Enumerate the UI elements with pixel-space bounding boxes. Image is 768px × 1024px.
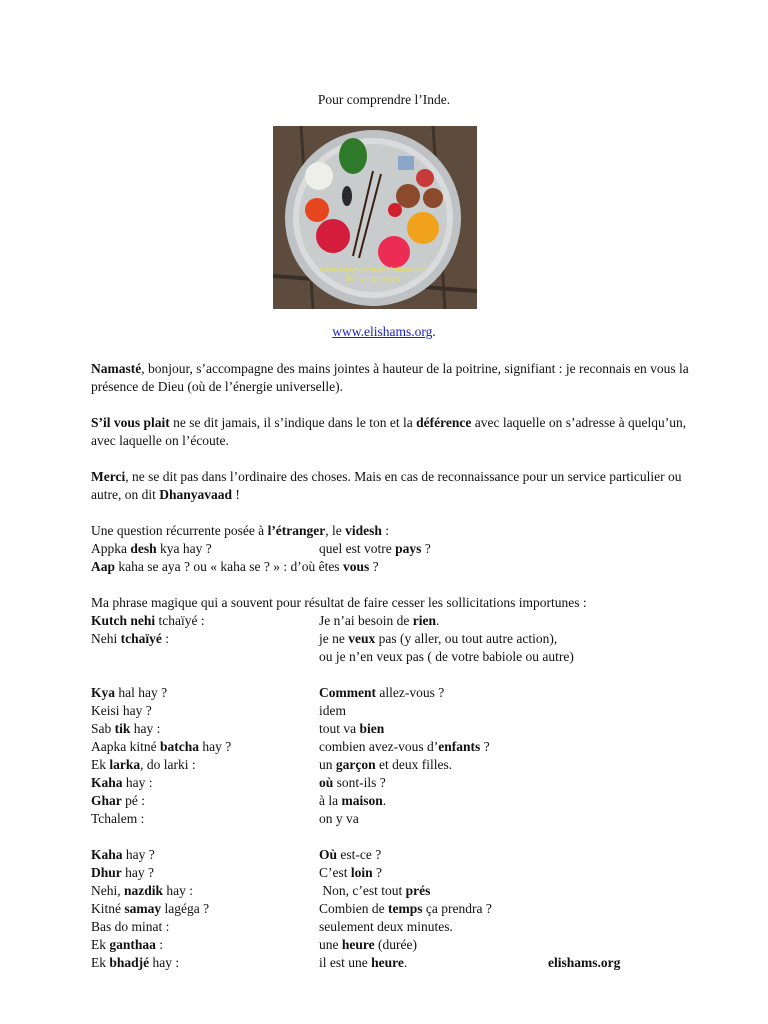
- hindi-phrase: Kya hal hay ?: [91, 685, 168, 700]
- phrase-row: [91, 774, 691, 792]
- term-deference: déférence: [416, 415, 472, 430]
- phrase-row: [91, 648, 691, 666]
- phrase-row: [91, 954, 691, 972]
- photo-caption-2: Do not reproduce: [345, 276, 401, 283]
- phrase-row: [91, 936, 691, 954]
- phrase-row: [91, 792, 691, 810]
- french-translation: C’est loin ?: [319, 865, 383, 880]
- phrase-row: [91, 846, 691, 864]
- french-translation: à la maison.: [319, 793, 387, 808]
- website-link-trail: .: [432, 324, 436, 339]
- french-translation: Comment allez-vous ?: [319, 685, 445, 700]
- paragraph-text: Une question récurrente posée à: [91, 523, 268, 538]
- hindi-phrase: Kaha hay ?: [91, 847, 155, 862]
- french-translation: Je n’ai besoin de rien.: [319, 613, 440, 628]
- french-translation: Où est-ce ?: [319, 847, 382, 862]
- term-svp: S’il vous plait: [91, 415, 170, 430]
- phrase-row: [91, 612, 691, 630]
- hindi-phrase: Sab tik hay :: [91, 721, 161, 736]
- french-translation: où sont-ils ?: [319, 775, 386, 790]
- term-videsh: videsh: [345, 523, 382, 538]
- hindi-phrase: Aap kaha se aya ? ou « kaha se ? » : d’où êtes vous ?: [91, 559, 379, 574]
- hindi-phrase: Appka desh kya hay ?: [91, 541, 212, 556]
- french-translation: il est une heure.: [319, 955, 408, 970]
- phrase-row: [91, 900, 691, 918]
- website-link-line: [0, 324, 768, 340]
- paragraph-svp: [91, 414, 691, 450]
- phrase-row: [91, 540, 691, 558]
- hindi-phrase: Kutch nehi tchaïyé :: [91, 613, 205, 628]
- term-namaste: Namasté: [91, 361, 142, 376]
- french-translation: ou je n’en veux pas ( de votre babiole ou autre): [319, 649, 574, 664]
- hindi-phrase: Keisi hay ?: [91, 703, 152, 718]
- paragraph-question: [91, 522, 691, 540]
- hindi-phrase: Ghar pé :: [91, 793, 146, 808]
- page-title: Pour comprendre l’Inde.: [317, 92, 451, 107]
- paragraph-text: , le: [325, 523, 346, 538]
- phrase-row: [91, 702, 691, 720]
- hindi-phrase: Ek ganthaa :: [91, 937, 164, 952]
- french-translation: Combien de temps ça prendra ?: [319, 901, 492, 916]
- french-translation: on y va: [319, 811, 359, 826]
- paragraph-magique: Ma phrase magique qui a souvent pour résultat de faire cesser les sollicitations importunes :: [91, 595, 587, 610]
- french-translation: tout va bien: [319, 721, 385, 736]
- hindi-phrase: Ek bhadjé hay :: [91, 955, 180, 970]
- term-merci: Merci: [91, 469, 126, 484]
- photo-caption-1: Photo copyright www.elishams.org: [319, 267, 427, 274]
- french-translation: je ne veux pas (y aller, ou tout autre action),: [319, 631, 558, 646]
- footer-site-name: elishams.org: [548, 955, 621, 970]
- hindi-phrase: Kitné samay lagéga ?: [91, 901, 210, 916]
- paragraph-text: avec laquelle on s’adresse à quelqu’un, avec laquelle on l’écoute.: [91, 415, 687, 448]
- french-translation: une heure (durée): [319, 937, 417, 952]
- puja-thali-photo: [273, 126, 477, 309]
- phrase-row: [91, 630, 691, 648]
- french-translation: combien avez-vous d’enfants ?: [319, 739, 490, 754]
- hindi-phrase: Bas do minat :: [91, 919, 170, 934]
- hindi-phrase: Kaha hay :: [91, 775, 153, 790]
- french-translation: quel est votre pays ?: [319, 541, 431, 556]
- paragraph-text: !: [232, 487, 240, 502]
- french-translation: idem: [319, 703, 346, 718]
- phrase-row: [91, 756, 691, 774]
- hindi-phrase: Nehi, nazdik hay :: [91, 883, 194, 898]
- french-translation: un garçon et deux filles.: [319, 757, 453, 772]
- hindi-phrase: Ek larka, do larki :: [91, 757, 196, 772]
- paragraph-text: :: [381, 523, 390, 538]
- phrase-row: [91, 558, 691, 576]
- paragraph-text: , bonjour, s’accompagne des mains jointes à hauteur de la poitrine, signifiant : je reconnais en vous la présence de Dieu (où de l’énergie universelle).: [91, 361, 689, 394]
- phrase-row: [91, 720, 691, 738]
- paragraph-text: ne se dit jamais, il s’indique dans le ton et la: [169, 415, 417, 430]
- french-translation: seulement deux minutes.: [319, 919, 453, 934]
- phrase-row: [91, 882, 691, 900]
- phrase-row: [91, 864, 691, 882]
- phrase-row: [91, 684, 691, 702]
- phrase-row: [91, 810, 691, 828]
- phrase-row: [91, 738, 691, 756]
- paragraph-merci: [91, 468, 691, 504]
- french-translation: Non, c’est tout prés: [319, 883, 431, 898]
- term-dhanyavaad: Dhanyavaad: [159, 487, 233, 502]
- paragraph-namaste: [91, 360, 691, 396]
- hindi-phrase: Tchalem :: [91, 811, 145, 826]
- hindi-phrase: Nehi tchaïyé :: [91, 631, 170, 646]
- website-link[interactable]: www.elishams.org: [332, 324, 433, 339]
- paragraph-text: , ne se dit pas dans l’ordinaire des choses. Mais en cas de reconnaissance pour un service particulier ou autre, on dit: [91, 469, 682, 502]
- phrase-row: [91, 918, 691, 936]
- hindi-phrase: Aapka kitné batcha hay ?: [91, 739, 232, 754]
- term-etranger: l’étranger: [267, 523, 326, 538]
- hindi-phrase: Dhur hay ?: [91, 865, 154, 880]
